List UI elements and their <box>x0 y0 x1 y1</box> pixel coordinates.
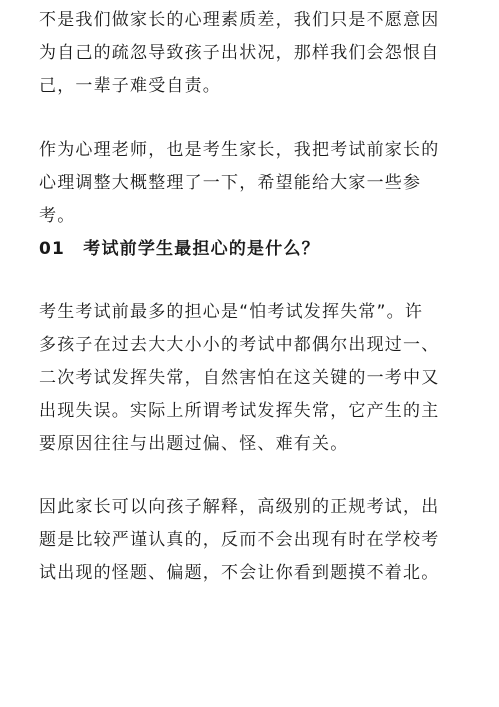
text-line: 多孩子在过去大大小小的考试中都偶尔出现过一、 <box>39 335 440 355</box>
text-line: 心理调整大概整理了一下，希望能给大家一些参 <box>39 173 422 193</box>
text-line: 要原因往往与出题过偏、怪、难有关。 <box>39 434 349 454</box>
text-line: 二次考试发挥失常，自然害怕在这关键的一考中又 <box>39 368 440 388</box>
article-body <box>39 4 459 590</box>
paragraph-advice <box>39 491 459 590</box>
text-line: 试出现的怪题、偏题，不会让你看到题摸不着北。 <box>39 563 440 583</box>
section-heading: 01 考试前学生最担心的是什么？ <box>39 239 320 259</box>
text-line: 题是比较严谨认真的，反而不会出现有时在学校考 <box>39 530 440 550</box>
text-line: 考。 <box>39 206 76 226</box>
paragraph-author-note <box>39 134 459 233</box>
text-line: 出现失误。实际上所谓考试发挥失常，它产生的主 <box>39 401 440 421</box>
text-line: 为自己的疏忽导致孩子出状况，那样我们会怨恨自 <box>39 43 440 63</box>
paragraph-worry <box>39 296 459 461</box>
text-line: 考生考试前最多的担心是“怕考试发挥失常”。许 <box>39 302 424 322</box>
text-line: 作为心理老师，也是考生家长，我把考试前家长的 <box>39 140 440 160</box>
paragraph-intro <box>39 4 459 103</box>
text-line: 己，一辈子难受自责。 <box>39 76 221 96</box>
text-line: 因此家长可以向孩子解释，高级别的正规考试，出 <box>39 497 440 517</box>
text-line: 不是我们做家长的心理素质差，我们只是不愿意因 <box>39 10 440 30</box>
